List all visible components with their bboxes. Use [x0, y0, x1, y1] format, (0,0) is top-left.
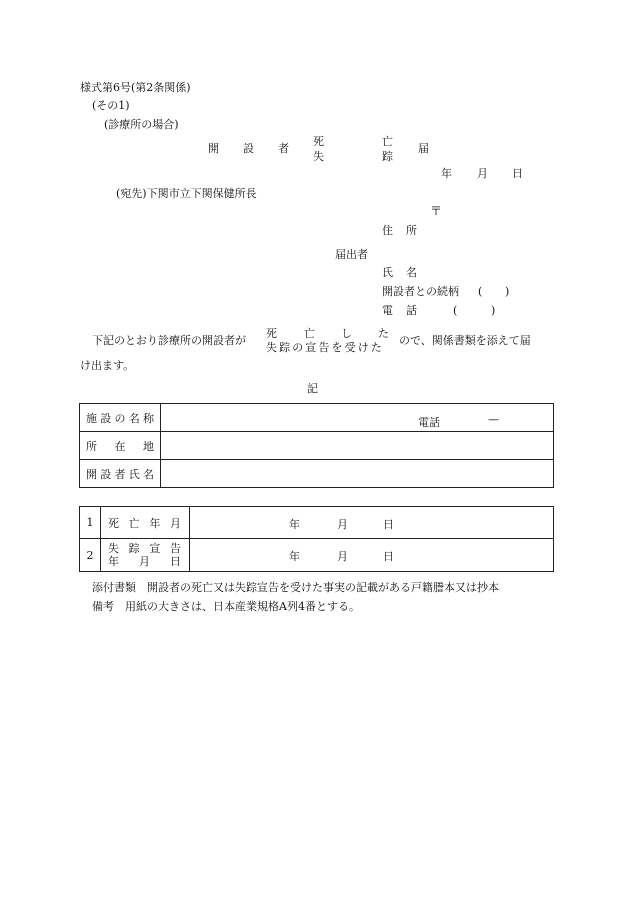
facility-name-cell[interactable] [161, 404, 554, 432]
death-date-label: 死 亡 年 月 [101, 507, 190, 539]
date-year: 年 [441, 167, 452, 180]
date-day: 日 [383, 550, 394, 563]
table-row [80, 507, 554, 539]
founder-name-label: 開 設 者 氏 名 [80, 460, 161, 488]
date-year: 年 [289, 550, 300, 563]
attachment-note: 添付書類 開設者の死亡又は失踪宣告を受けた事実の記載がある戸籍謄本又は抄本 [92, 581, 499, 594]
facility-phone-dash: — [488, 413, 499, 426]
event-no: 2 [80, 539, 101, 572]
relation-label: 開設者との続柄 [382, 285, 459, 298]
phone-paren-close: ) [491, 304, 496, 317]
date-day: 日 [512, 167, 523, 180]
body-lead: 下記のとおり診療所の開設者が [92, 334, 246, 347]
title-choice-death: 亡 [382, 135, 393, 148]
event-table [79, 506, 554, 572]
body-choice-death: 死 [266, 327, 277, 340]
facility-table [79, 403, 554, 488]
body-choice-death: し [341, 327, 352, 340]
address-label: 住 [382, 224, 393, 237]
body-tail: ので、関係書類を添えて届 [399, 334, 531, 347]
location-cell[interactable] [161, 432, 554, 460]
date-month: 月 [477, 167, 488, 180]
body-choice-death: 亡 [304, 327, 315, 340]
death-date-cell[interactable] [190, 507, 554, 539]
location-label: 所 在 地 [80, 432, 161, 460]
table-row [80, 460, 554, 488]
addressee: (宛先)下関市立下関保健所長 [116, 187, 257, 200]
form-case: (診療所の場合) [104, 118, 179, 131]
relation-paren-open: ( [478, 285, 483, 298]
ki-heading: 記 [307, 382, 318, 395]
date-year: 年 [289, 517, 300, 531]
title-choice-death: 死 [313, 135, 324, 148]
name-label: 氏 [382, 266, 393, 279]
postal-mark: 〒 [430, 204, 443, 218]
phone-label: 話 [406, 304, 417, 317]
phone-label: 電 [382, 304, 393, 317]
form-part: (その1) [92, 99, 130, 112]
relation-paren-close: ) [505, 285, 510, 298]
title-choice-missing: 失 [313, 150, 324, 163]
form-number: 様式第6号(第2条関係) [80, 81, 191, 94]
founder-name-cell[interactable] [161, 460, 554, 488]
facility-name-label: 施 設 の 名 称 [80, 404, 161, 432]
address-label: 所 [406, 224, 417, 237]
event-no: 1 [80, 507, 101, 539]
facility-phone-label: 電話 [418, 416, 440, 429]
date-day: 日 [383, 517, 394, 531]
missing-declaration-label: 失 踪 宣 告 年 月 日 [101, 539, 190, 572]
title-char: 届 [418, 142, 429, 155]
body-choice-missing: 失踪の宣告を受けた [266, 341, 384, 354]
title-char: 開 [208, 142, 219, 155]
missing-declaration-date-cell[interactable] [190, 539, 554, 572]
title-choice-missing: 踪 [382, 150, 393, 163]
table-row [80, 432, 554, 460]
title-char: 設 [243, 142, 254, 155]
phone-paren-open: ( [453, 304, 458, 317]
name-label: 名 [406, 266, 417, 279]
remark-note: 備考 用紙の大きさは、日本産業規格A列4番とする。 [92, 600, 360, 613]
date-month: 月 [337, 517, 348, 531]
body-line2: け出ます。 [80, 359, 135, 372]
date-month: 月 [337, 550, 348, 563]
body-choice-death: た [378, 327, 389, 340]
table-row [80, 539, 554, 572]
title-char: 者 [278, 142, 289, 155]
table-row [80, 404, 554, 432]
applicant-label: 届出者 [335, 248, 368, 261]
